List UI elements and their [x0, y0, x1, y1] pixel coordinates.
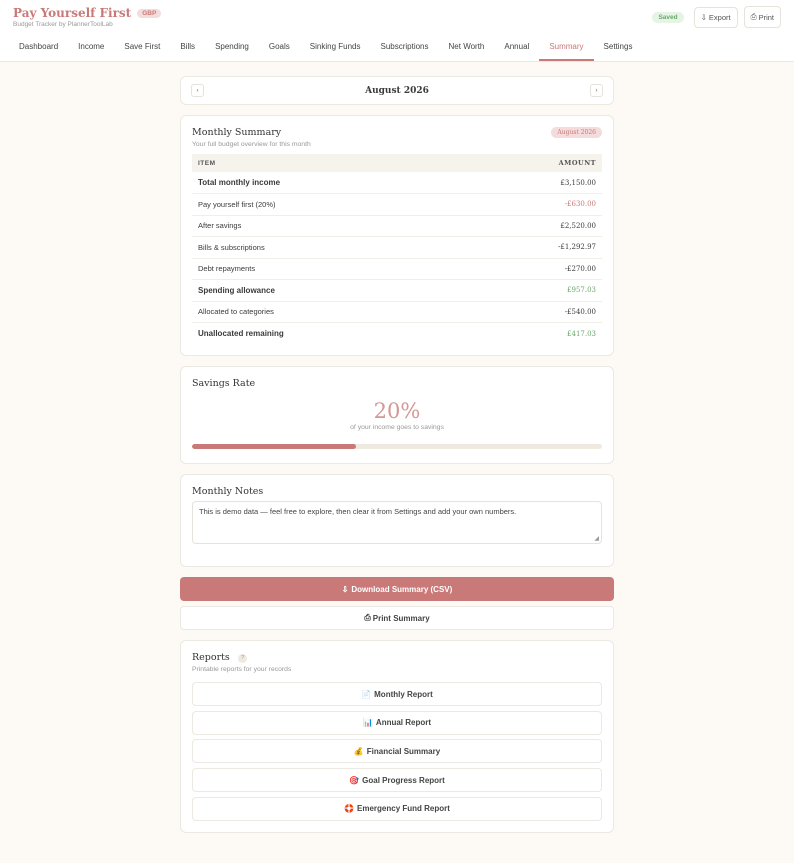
tab-settings[interactable]: Settings	[603, 42, 633, 51]
monthly-report-button[interactable]	[192, 682, 602, 706]
row-amount: £3,150.00	[463, 172, 602, 194]
row-amount: -£630.00	[463, 194, 602, 216]
app-subtitle: Budget Tracker by PlannerToolLab	[13, 21, 113, 28]
download-icon: ⇩	[341, 584, 349, 594]
print-summary-button[interactable]	[180, 606, 614, 630]
target-icon: 🎯	[349, 775, 360, 785]
row-label: Bills & subscriptions	[192, 237, 463, 259]
savings-progress-bar	[192, 444, 602, 449]
row-label: Allocated to categories	[192, 301, 463, 323]
download-icon: ⇩	[700, 12, 707, 22]
row-label: Unallocated remaining	[198, 329, 284, 338]
tab-bills[interactable]: Bills	[180, 42, 196, 51]
savings-progress-fill	[192, 444, 356, 449]
column-header-amount: AMOUNT	[463, 154, 602, 172]
report-label: Goal Progress Report	[362, 775, 445, 785]
savings-title: Savings Rate	[192, 378, 256, 389]
row-amount: -£540.00	[463, 301, 602, 323]
summary-subtitle: Your full budget overview for this month	[192, 141, 311, 148]
table-row	[192, 194, 602, 216]
row-label: Spending allowance	[192, 280, 463, 302]
saved-badge: Saved	[652, 12, 683, 23]
export-button[interactable]	[694, 7, 738, 28]
monthly-notes-card	[180, 474, 614, 567]
savings-rate-caption: of your income goes to savings	[350, 424, 444, 431]
app-header	[0, 0, 794, 34]
table-row	[192, 258, 602, 280]
bar-chart-icon: 📊	[362, 718, 373, 728]
table-row	[192, 172, 602, 194]
print-summary-label: Print Summary	[372, 613, 430, 623]
row-label: Debt repayments	[192, 258, 463, 280]
download-summary-button[interactable]	[180, 577, 614, 601]
summary-table	[192, 154, 602, 344]
prev-month-button[interactable]: ‹	[191, 84, 204, 97]
column-header-item: ITEM	[192, 154, 463, 172]
main-nav	[0, 34, 794, 62]
month-navigator	[180, 76, 614, 105]
month-badge: August 2026	[551, 127, 602, 138]
resize-handle-icon[interactable]: ◢	[594, 536, 599, 542]
document-icon: 📄	[361, 689, 372, 699]
row-amount: -£1,292.97	[463, 237, 602, 259]
summary-title: Monthly Summary	[192, 127, 282, 138]
emergency-fund-report-button[interactable]	[192, 797, 602, 821]
report-label: Monthly Report	[374, 689, 433, 699]
notes-textarea[interactable]	[192, 501, 602, 544]
financial-summary-button[interactable]	[192, 739, 602, 763]
currency-badge: GBP	[137, 9, 161, 18]
row-amount: -£270.00	[463, 258, 602, 280]
print-icon: ⎙	[750, 12, 757, 21]
print-icon: ⎙	[364, 613, 371, 622]
print-label: Print	[758, 12, 774, 22]
money-bag-icon: 💰	[353, 746, 364, 756]
reports-card	[180, 640, 614, 833]
lifebuoy-icon: 🛟	[344, 804, 355, 814]
reports-subtitle: Printable reports for your records	[192, 666, 292, 673]
tab-net-worth[interactable]: Net Worth	[448, 42, 485, 51]
row-amount: £417.03	[567, 329, 596, 338]
row-amount: £957.03	[463, 280, 602, 302]
savings-rate-value: 20%	[373, 399, 421, 423]
tab-subscriptions[interactable]: Subscriptions	[380, 42, 429, 51]
table-row	[192, 237, 602, 259]
row-label: After savings	[192, 215, 463, 237]
month-label: August 2026	[365, 85, 429, 96]
table-row	[192, 323, 602, 345]
download-summary-label: Download Summary (CSV)	[351, 584, 453, 594]
notes-text: This is demo data — feel free to explore, then clear it from Settings and add your own numbers.	[199, 507, 517, 516]
table-row	[192, 215, 602, 237]
tab-income[interactable]: Income	[78, 42, 105, 51]
help-icon[interactable]: ?	[238, 654, 247, 663]
annual-report-button[interactable]	[192, 711, 602, 735]
next-month-button[interactable]: ›	[590, 84, 603, 97]
report-label: Annual Report	[375, 718, 432, 728]
row-label: Pay yourself first (20%)	[192, 194, 463, 216]
tab-goals[interactable]: Goals	[268, 42, 290, 51]
report-label: Financial Summary	[366, 746, 441, 756]
brand	[13, 6, 161, 28]
notes-title: Monthly Notes	[192, 486, 264, 497]
export-label: Export	[708, 12, 731, 22]
tab-save-first[interactable]: Save First	[124, 42, 161, 51]
report-label: Emergency Fund Report	[357, 804, 450, 814]
main-content	[180, 76, 614, 833]
row-label: Total monthly income	[192, 172, 463, 194]
table-row	[192, 301, 602, 323]
tab-sinking-funds[interactable]: Sinking Funds	[309, 42, 361, 51]
row-amount: £2,520.00	[463, 215, 602, 237]
tab-annual[interactable]: Annual	[504, 42, 530, 51]
tab-dashboard[interactable]: Dashboard	[19, 42, 59, 51]
reports-title: Reports	[192, 652, 230, 663]
tab-spending[interactable]: Spending	[215, 42, 249, 51]
app-title: Pay Yourself First	[13, 6, 132, 20]
table-row	[192, 280, 602, 302]
monthly-summary-card	[180, 115, 614, 356]
print-button[interactable]	[744, 6, 781, 28]
report-list	[192, 682, 602, 821]
savings-rate-card	[180, 366, 614, 464]
goal-progress-report-button[interactable]	[192, 768, 602, 792]
tab-summary[interactable]: Summary	[539, 34, 593, 61]
